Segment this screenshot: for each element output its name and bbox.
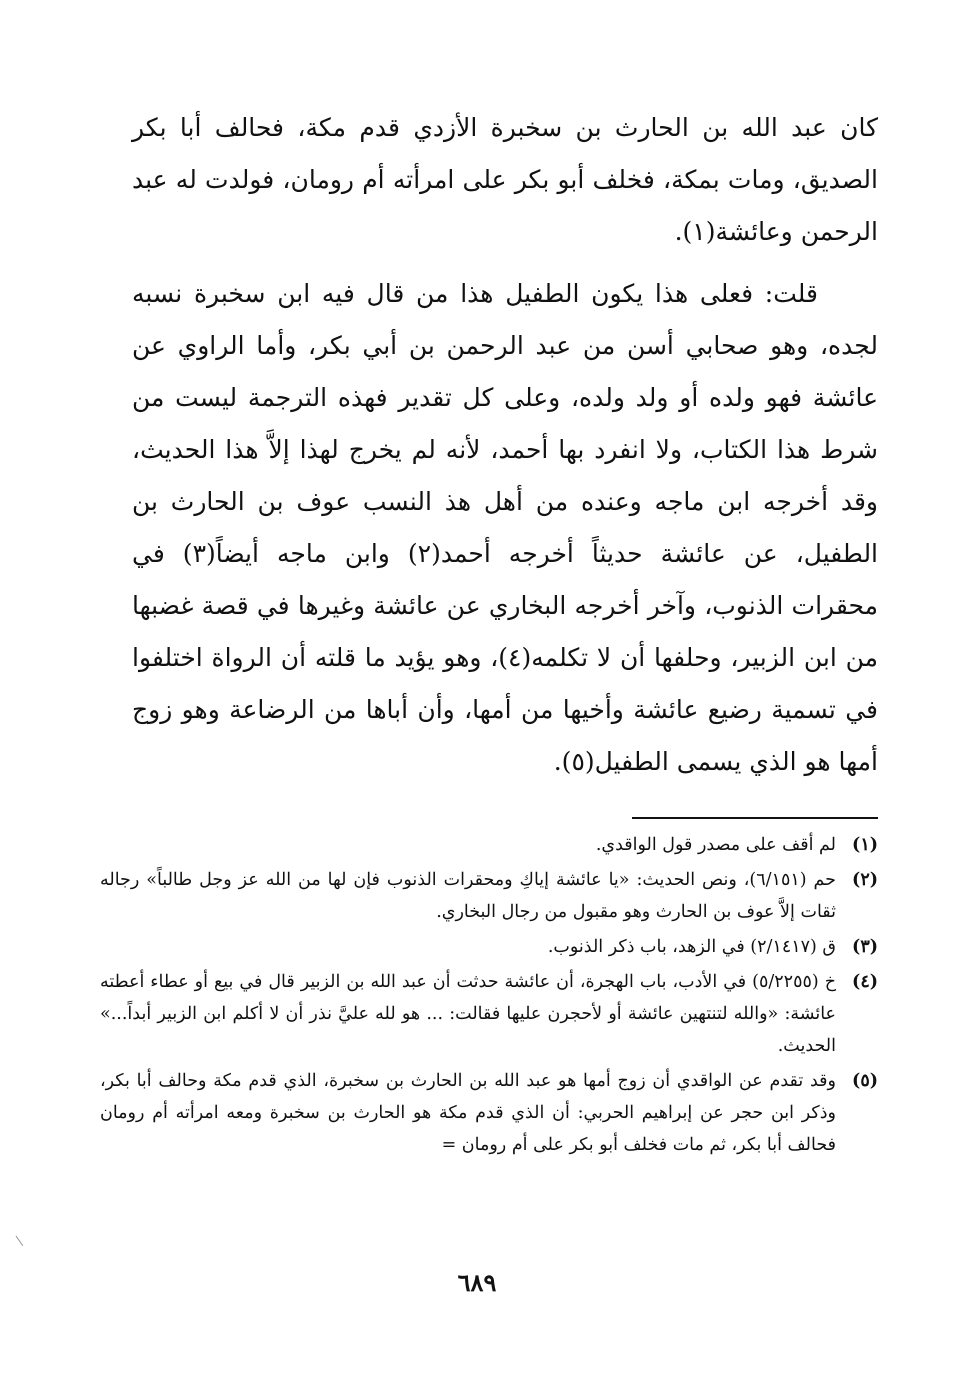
footnote-5 [100,1065,878,1161]
footnote-text: خ (٥/٢٢٥٥) في الأدب، باب الهجرة، أن عائشة حدثت أن عبد الله بن الزبير قال في بيع أو عطاء أعطته عائشة: «والله لتنتهين عائشة أو لأحجرن عليها فقالت: ... هو لله عليَّ نذر أن لا أكلم ابن الزبير أبداً...» الحديث. [100,972,836,1056]
footnote-2 [100,864,878,928]
footnote-1 [100,829,878,861]
footnote-3 [100,931,878,963]
footnote-number: (٤) [852,972,878,992]
body-paragraph-2: قلت: فعلى هذا يكون الطفيل هذا من قال فيه ابن سخبرة نسبه لجده، وهو صحابي أسن من عبد الرحمن بن أبي بكر، وأما الراوي عن عائشة فهو ولده أو ولد ولده، وعلى كل تقدير فهذه الترجمة ليست من شرط هذا الكتاب، ولا انفرد بها أحمد، لأنه لم يخرج لهذا إلاَّ هذا الحديث، وقد أخرجه ابن ماجه وعنده من أهل هذ النسب عوف بن الحارث بن الطفيل، عن عائشة حديثاً أخرجه أحمد(٢) وابن ماجه أيضاً(٣) في محقرات الذنوب، وآخر أخرجه البخاري عن عائشة وغيرها في قصة غضبها من ابن الزبير، وحلفها أن لا تكلمه(٤)، وهو يؤيد ما قلته أن الرواة اختلفوا في تسمية رضيع عائشة وأخيها من أمها، وأن أباها من الرضاعة وهو زوج أمها هو الذي يسمى الطفيل(٥). [132,279,879,776]
footnote-text: وقد تقدم عن الواقدي أن زوج أمها هو عبد الله بن الحارث بن سخبرة، الذي قدم مكة وحالف أبا بكر، وذكر ابن حجر عن إبراهيم الحربي: أن الذي قدم مكة هو الحارث بن سخبرة ومعه امرأته أم رومان فحالف أبا بكر، ثم مات فخلف أبو بكر على أم رومان = [100,1071,836,1155]
page-number: ٦٨٩ [457,1268,497,1297]
scan-margin-mark [16,1230,32,1246]
footnote-number: (١) [852,835,878,855]
footnote-4 [100,966,878,1062]
footnote-number: (٥) [852,1071,878,1091]
footnotes-section [100,829,878,1161]
body-paragraph-1: كان عبد الله بن الحارث بن سخبرة الأزدي قدم مكة، فحالف أبا بكر الصديق، ومات بمكة، فخلف أبو بكر على امرأته أم رومان، فولدت له عبد الرحمن وعائشة(١). [132,113,878,246]
footnote-text: حم (٦/١٥١)، ونص الحديث: «يا عائشة إياكِ ومحقرات الذنوب فإن لها من الله عز وجل طالباً» رجاله ثقات إلاَّ عوف بن الحارث وهو مقبول من رجال البخاري. [100,870,837,922]
footnote-text: ق (٢/١٤١٧) في الزهد، باب ذكر الذنوب. [547,937,836,957]
footnote-separator [632,817,878,819]
footnote-number: (٣) [852,937,878,957]
footnote-text: لم أقف على مصدر قول الواقدي. [595,835,836,855]
footnote-number: (٢) [852,870,878,890]
